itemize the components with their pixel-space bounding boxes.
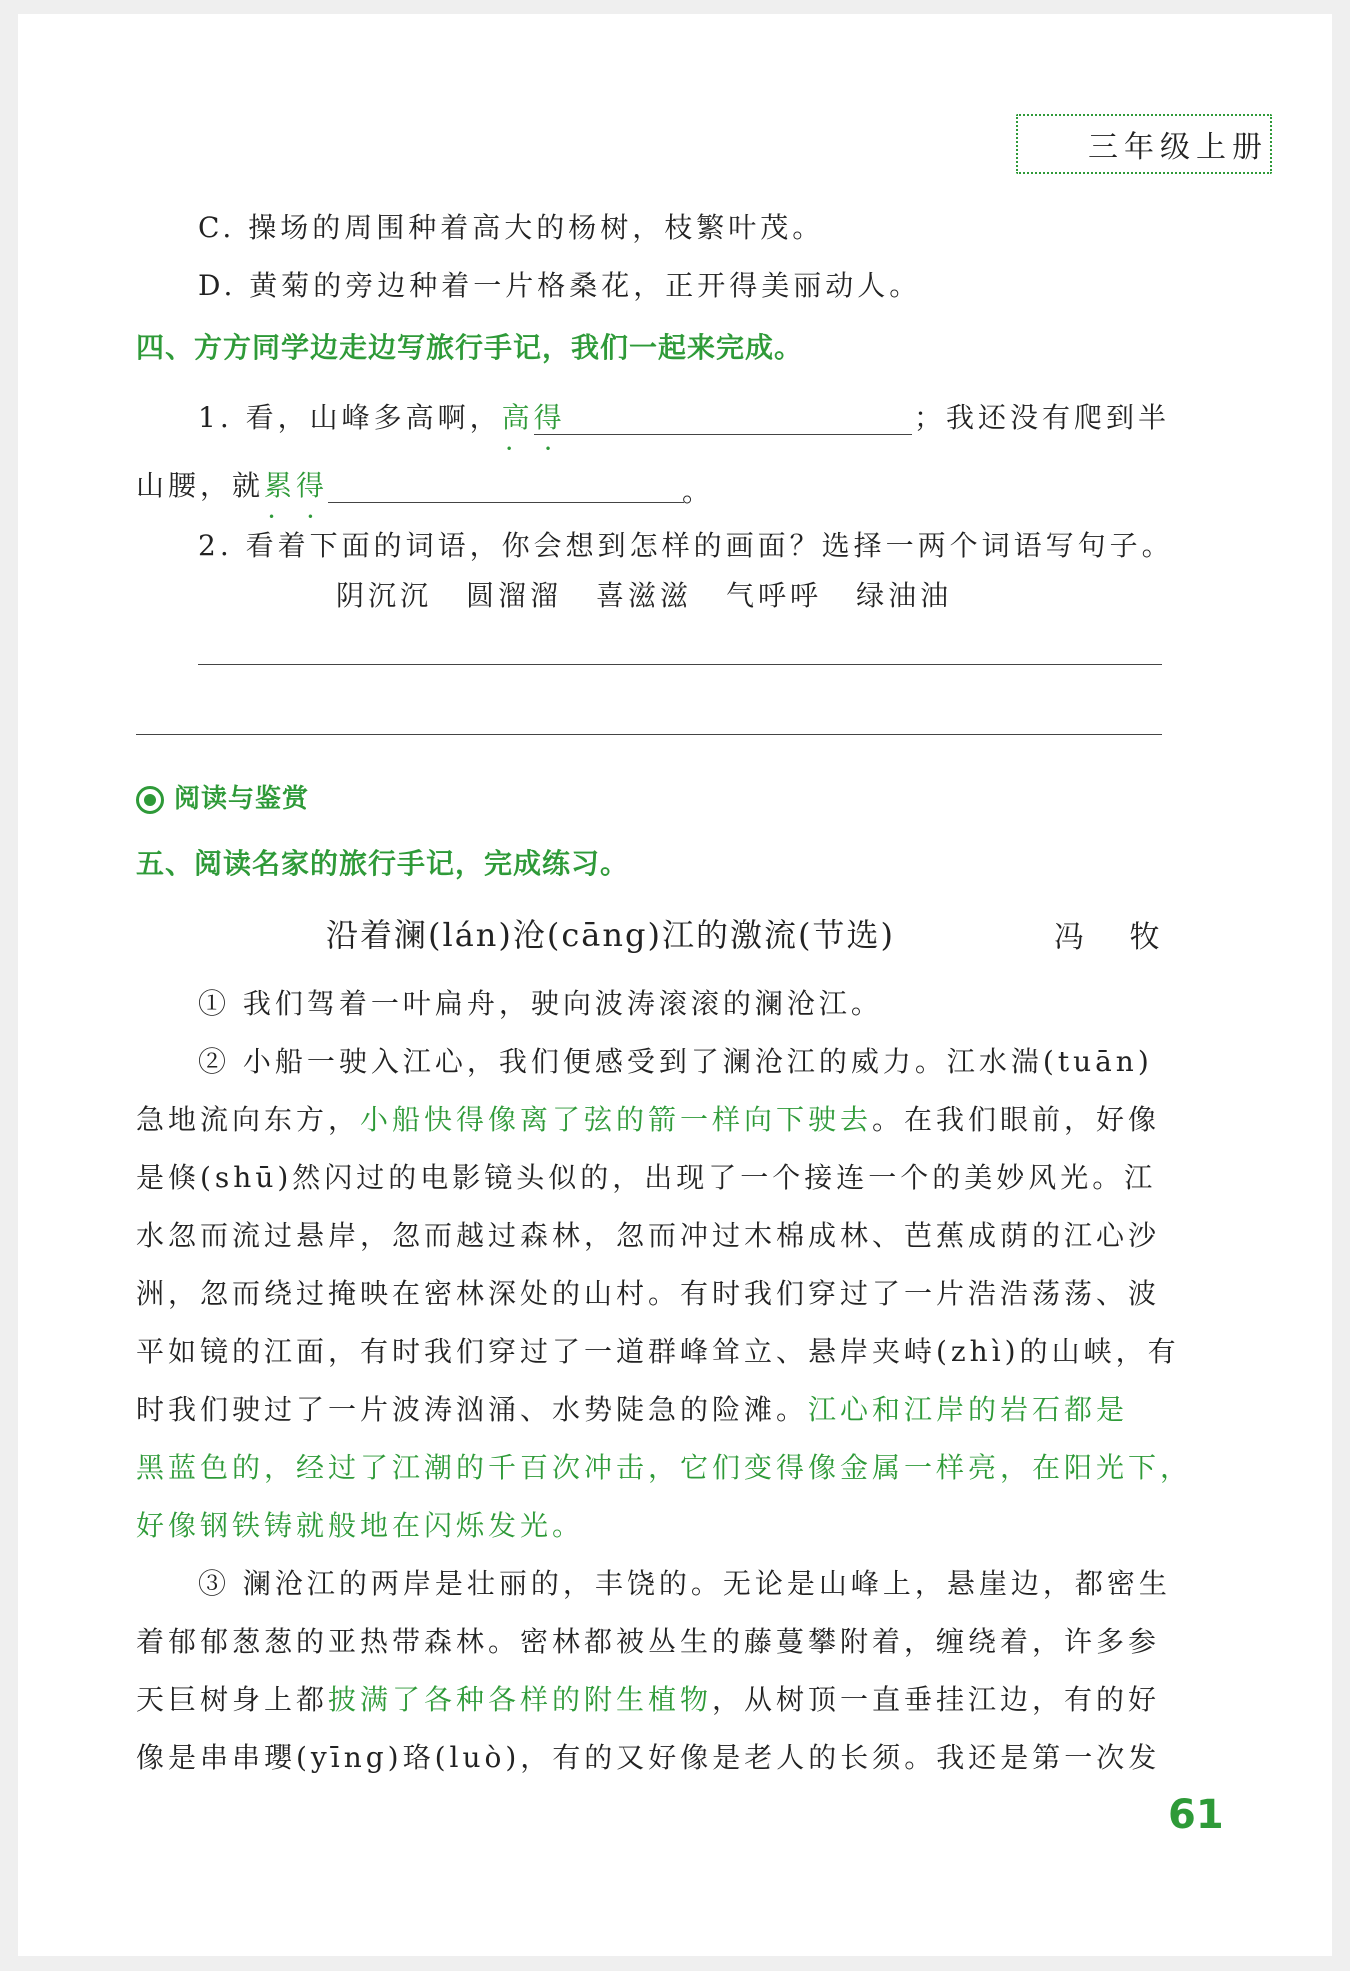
paragraph-2-line (136, 1388, 1128, 1428)
paragraph-3-line: 着郁郁葱葱的亚热带森林。密林都被丛生的藤蔓攀附着，缠绕着，许多参 (136, 1625, 1161, 1658)
q4-item2: 2. 看着下面的词语，你会想到怎样的画面？选择一两个词语写句子。 (198, 529, 1174, 562)
paragraph-2-line: ② 小船一驶入江心，我们便感受到了澜沧江的威力。江水湍(tuān) (198, 1045, 1153, 1078)
section-title: 阅读与鉴赏 (174, 784, 310, 814)
word-list (336, 574, 952, 614)
paragraph-1: ① 我们驾着一叶扁舟，驶向波涛滚滚的澜沧江。 (198, 987, 883, 1020)
emphasis-word-leide: 累得 • • (264, 464, 328, 504)
answer-line-2[interactable] (136, 734, 1162, 735)
grade-label: 三年级上册 (1080, 122, 1268, 166)
option-d: D. 黄菊的旁边种着一片格桑花，正开得美丽动人。 (198, 269, 922, 302)
text-span: 急地流向东方， (136, 1103, 361, 1136)
text-span: ，从树顶一直垂挂江边，有的好 (712, 1683, 1161, 1716)
q4-item1-line2 (136, 464, 328, 504)
answer-line-1[interactable] (198, 664, 1162, 665)
grade-label-box (1016, 114, 1272, 174)
word-item: 圆溜溜 (466, 579, 563, 612)
answer-blank-2[interactable] (328, 502, 684, 503)
question-4-heading: 四、方方同学边走边写旅行手记，我们一起来完成。 (136, 331, 804, 364)
question-5-heading: 五、阅读名家的旅行手记，完成练习。 (136, 847, 630, 880)
q4-item1-line1 (198, 396, 566, 436)
highlighted-sentence: 披满了各种各样的附生植物 (328, 1683, 713, 1716)
q4-item1-continuation: ；我还没有爬到半 (914, 401, 1171, 434)
paragraph-3-line (136, 1678, 1160, 1718)
paragraph-3-line: 像是串串瓔(yīng)珞(luò)，有的又好像是老人的长须。我还是第一次发 (136, 1741, 1161, 1774)
word-item: 喜滋滋 (596, 579, 693, 612)
emphasis-word-gaode: 高得 • • (502, 396, 566, 436)
workbook-page (18, 14, 1332, 1956)
text-span: 。在我们眼前，好像 (872, 1103, 1161, 1136)
highlighted-sentence: 江心和江岸的岩石都是 (808, 1393, 1129, 1426)
text-span: 天巨树身上都 (136, 1683, 329, 1716)
highlighted-sentence: 小船快得像离了弦的箭一样向下驶去 (360, 1103, 873, 1136)
q4-item1-line2-prefix: 山腰，就 (136, 469, 265, 502)
paragraph-2-line: 水忽而流过悬岸，忽而越过森林，忽而冲过木棉成林、芭蕉成荫的江心沙 (136, 1219, 1161, 1252)
highlighted-line: 黑蓝色的，经过了江潮的千百次冲击，它们变得像金属一样亮，在阳光下， (136, 1451, 1193, 1484)
section-bullet-icon (136, 786, 164, 814)
word-item: 气呼呼 (726, 579, 823, 612)
paragraph-2-line: 洲，忽而绕过掩映在密林深处的山村。有时我们穿过了一片浩浩荡荡、波 (136, 1277, 1161, 1310)
answer-blank-1[interactable] (534, 434, 912, 435)
page-number: 61 (1168, 1792, 1224, 1838)
q4-item1-prefix: 1. 看，山峰多高啊， (198, 401, 502, 434)
paragraph-3-line: ③ 澜沧江的两岸是壮丽的，丰饶的。无论是山峰上，悬崖边，都密生 (198, 1567, 1171, 1600)
article-author: 冯 牧 (1054, 920, 1178, 955)
paragraph-2-line (136, 1098, 1160, 1138)
text-span: 时我们驶过了一片波涛汹涌、水势陡急的险滩。 (136, 1393, 809, 1426)
q4-item1-end: 。 (682, 475, 715, 508)
word-item: 阴沉沉 (336, 579, 433, 612)
section-heading (136, 778, 309, 815)
word-item: 绿油油 (856, 579, 953, 612)
highlighted-line: 好像钢铁铸就般地在闪烁发光。 (136, 1509, 585, 1542)
paragraph-2-line: 平如镜的江面，有时我们穿过了一道群峰耸立、悬岸夹峙(zhì)的山峡，有 (136, 1335, 1180, 1368)
option-c: C. 操场的周围种着高大的杨树，枝繁叶茂。 (198, 211, 825, 244)
paragraph-2-line: 是倏(shū)然闪过的电影镜头似的，出现了一个接连一个的美妙风光。江 (136, 1161, 1157, 1194)
article-title: 沿着澜(lán)沧(cāng)江的激流(节选) (326, 916, 895, 954)
